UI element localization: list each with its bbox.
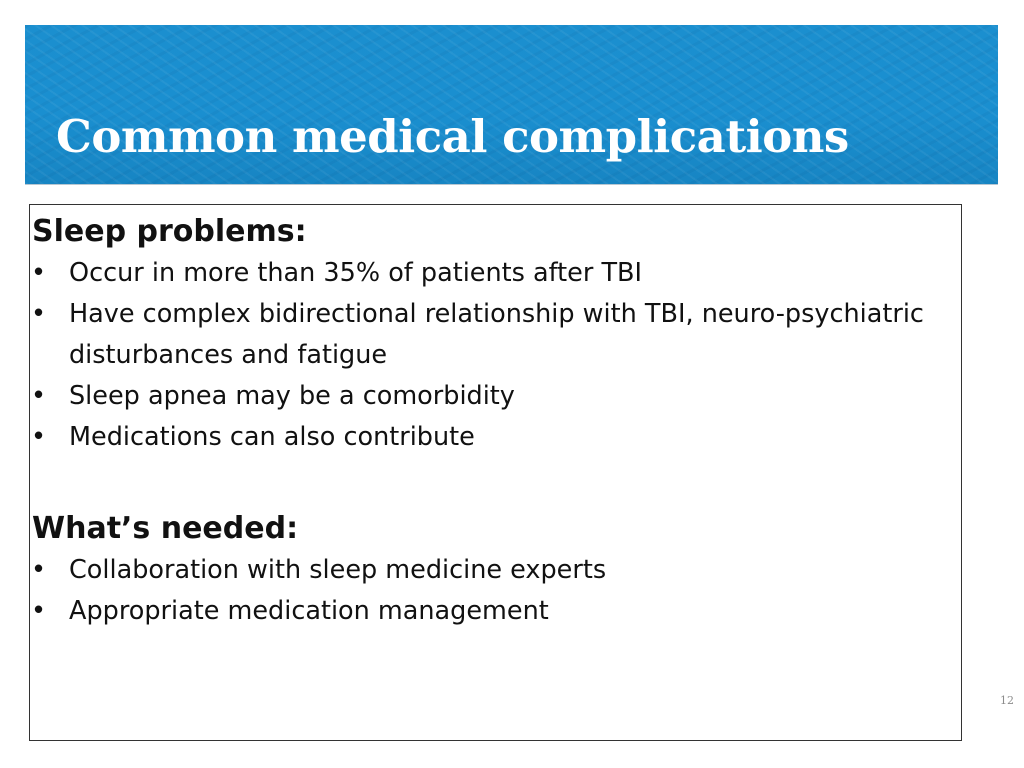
section-heading: What’s needed: bbox=[32, 511, 299, 546]
bullet-icon: • bbox=[31, 258, 47, 288]
section-heading: Sleep problems: bbox=[32, 214, 307, 249]
page-number: 12 bbox=[1000, 694, 1014, 707]
bullet-text: Sleep apnea may be a comorbidity bbox=[69, 381, 515, 411]
section-whats-needed bbox=[30, 508, 950, 632]
bullet-icon: • bbox=[31, 555, 47, 585]
bullet-text: Medications can also contribute bbox=[69, 422, 475, 452]
section-sleep-problems bbox=[30, 211, 950, 458]
bullet-list bbox=[30, 550, 950, 632]
bullet-item bbox=[30, 294, 950, 376]
title-banner bbox=[25, 25, 998, 185]
bullet-item bbox=[30, 253, 950, 294]
slide-title: Common medical complications bbox=[56, 110, 849, 163]
bullet-item bbox=[30, 417, 950, 458]
bullet-text: Appropriate medication management bbox=[69, 596, 549, 626]
bullet-item bbox=[30, 550, 950, 591]
bullet-text: Occur in more than 35% of patients after TBI bbox=[69, 258, 643, 288]
bullet-icon: • bbox=[31, 596, 47, 626]
bullet-icon: • bbox=[31, 381, 47, 411]
content-box bbox=[29, 204, 962, 741]
bullet-icon: • bbox=[31, 299, 47, 329]
bullet-text: Have complex bidirectional relationship with TBI, neuro-psychiatric disturbances and fatigue bbox=[69, 299, 924, 370]
bullet-item bbox=[30, 591, 950, 632]
bullet-icon: • bbox=[31, 422, 47, 452]
bullet-item bbox=[30, 376, 950, 417]
bullet-text: Collaboration with sleep medicine experts bbox=[69, 555, 607, 585]
bullet-list bbox=[30, 253, 950, 458]
